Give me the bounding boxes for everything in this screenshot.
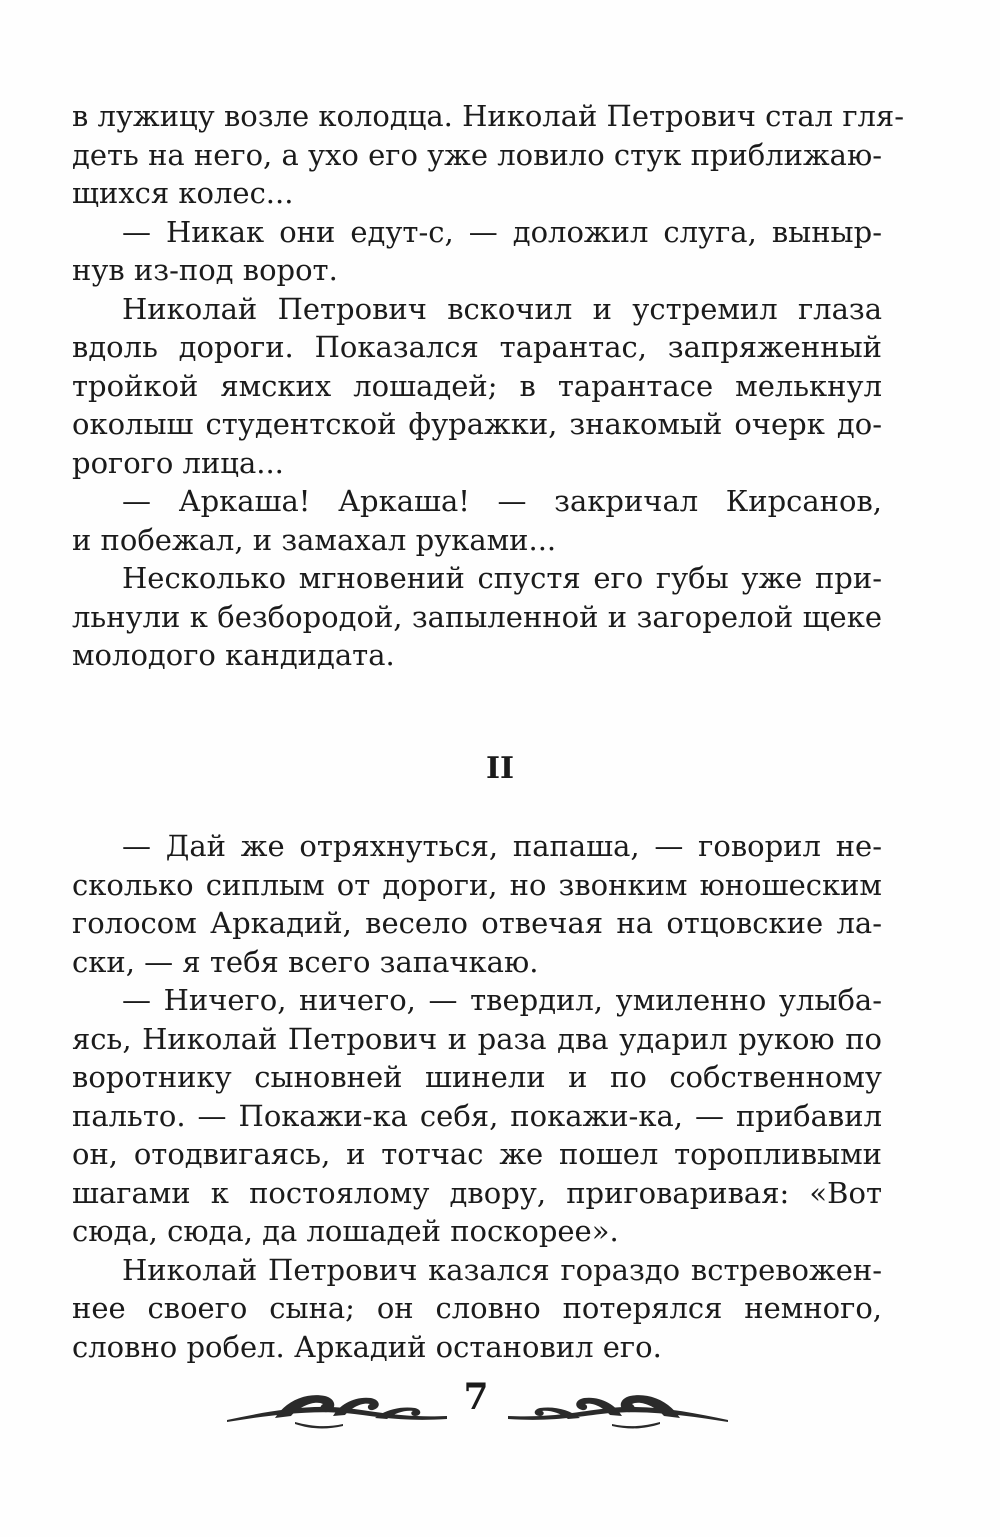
text-line: околыш студентской фуражки, знакомый очерк до- [72, 407, 882, 441]
text-line: сюда, сюда, да лошадей поскорее». [72, 1214, 619, 1248]
text-line: пальто. — Покажи-ка себя, покажи-ка, — прибавил [72, 1098, 882, 1133]
text-line: нее своего сына; он словно потерялся немного, [72, 1291, 882, 1325]
text-line: он, отодвигаясь, и тотчас же пошел торопливыми [72, 1137, 882, 1171]
text-line: льнули к безбородой, запыленной и загорелой щеке [72, 599, 882, 634]
text-line: рогого лица... [72, 445, 284, 480]
text-line: шагами к постоялому двору, приговаривая: «Вот [72, 1175, 882, 1210]
text-line: Несколько мгновений спустя его губы уже при- [122, 561, 882, 595]
text-line: ясь, Николай Петрович и раза два ударил рукою по [72, 1021, 882, 1056]
ornament-right-icon [505, 1382, 730, 1432]
text-line: деть на него, а ухо его уже ловило стук приближаю- [72, 137, 883, 172]
text-line: молодого кандидата. [72, 638, 395, 672]
text-line: голосом Аркадий, весело отвечая на отцовские ла- [72, 906, 882, 940]
text-block-top [72, 97, 905, 675]
page-number: 7 [463, 1376, 489, 1418]
page-footer [0, 1372, 1000, 1442]
text-line: воротнику сыновней шинели и по собственному [72, 1060, 882, 1094]
ornament-left-icon [225, 1382, 450, 1432]
text-line: словно робел. Аркадий остановил его. [72, 1329, 662, 1364]
text-line: Николай Петрович вскочил и устремил глаза [122, 291, 882, 326]
text-line: — Никак они едут-с, — доложил слуга, выныр- [122, 214, 882, 249]
text-block-bottom [72, 827, 882, 1366]
text-line: — Аркаша! Аркаша! — закричал Кирсанов, [122, 484, 882, 518]
text-line: ски, — я тебя всего запачкаю. [72, 944, 539, 979]
text-line: — Ничего, ничего, — твердил, умиленно улыба- [122, 983, 882, 1017]
text-line: тройкой ямских лошадей; в тарантасе мелькнул [72, 368, 882, 403]
text-line: щихся колес... [72, 176, 294, 210]
chapter-heading: II [485, 751, 515, 786]
text-line: сколько сиплым от дороги, но звонким юношеским [72, 867, 882, 902]
text-line: и побежал, и замахал руками... [72, 522, 557, 557]
text-line: нув из-под ворот. [72, 253, 338, 287]
text-line: — Дай же отряхнуться, папаша, — говорил не- [122, 829, 882, 863]
text-line: вдоль дороги. Показался тарантас, запряженный [72, 330, 882, 364]
text-line: в лужицу возле колодца. Николай Петрович стал гля- [72, 99, 905, 133]
text-line: Николай Петрович казался гораздо встревожен- [122, 1252, 882, 1287]
